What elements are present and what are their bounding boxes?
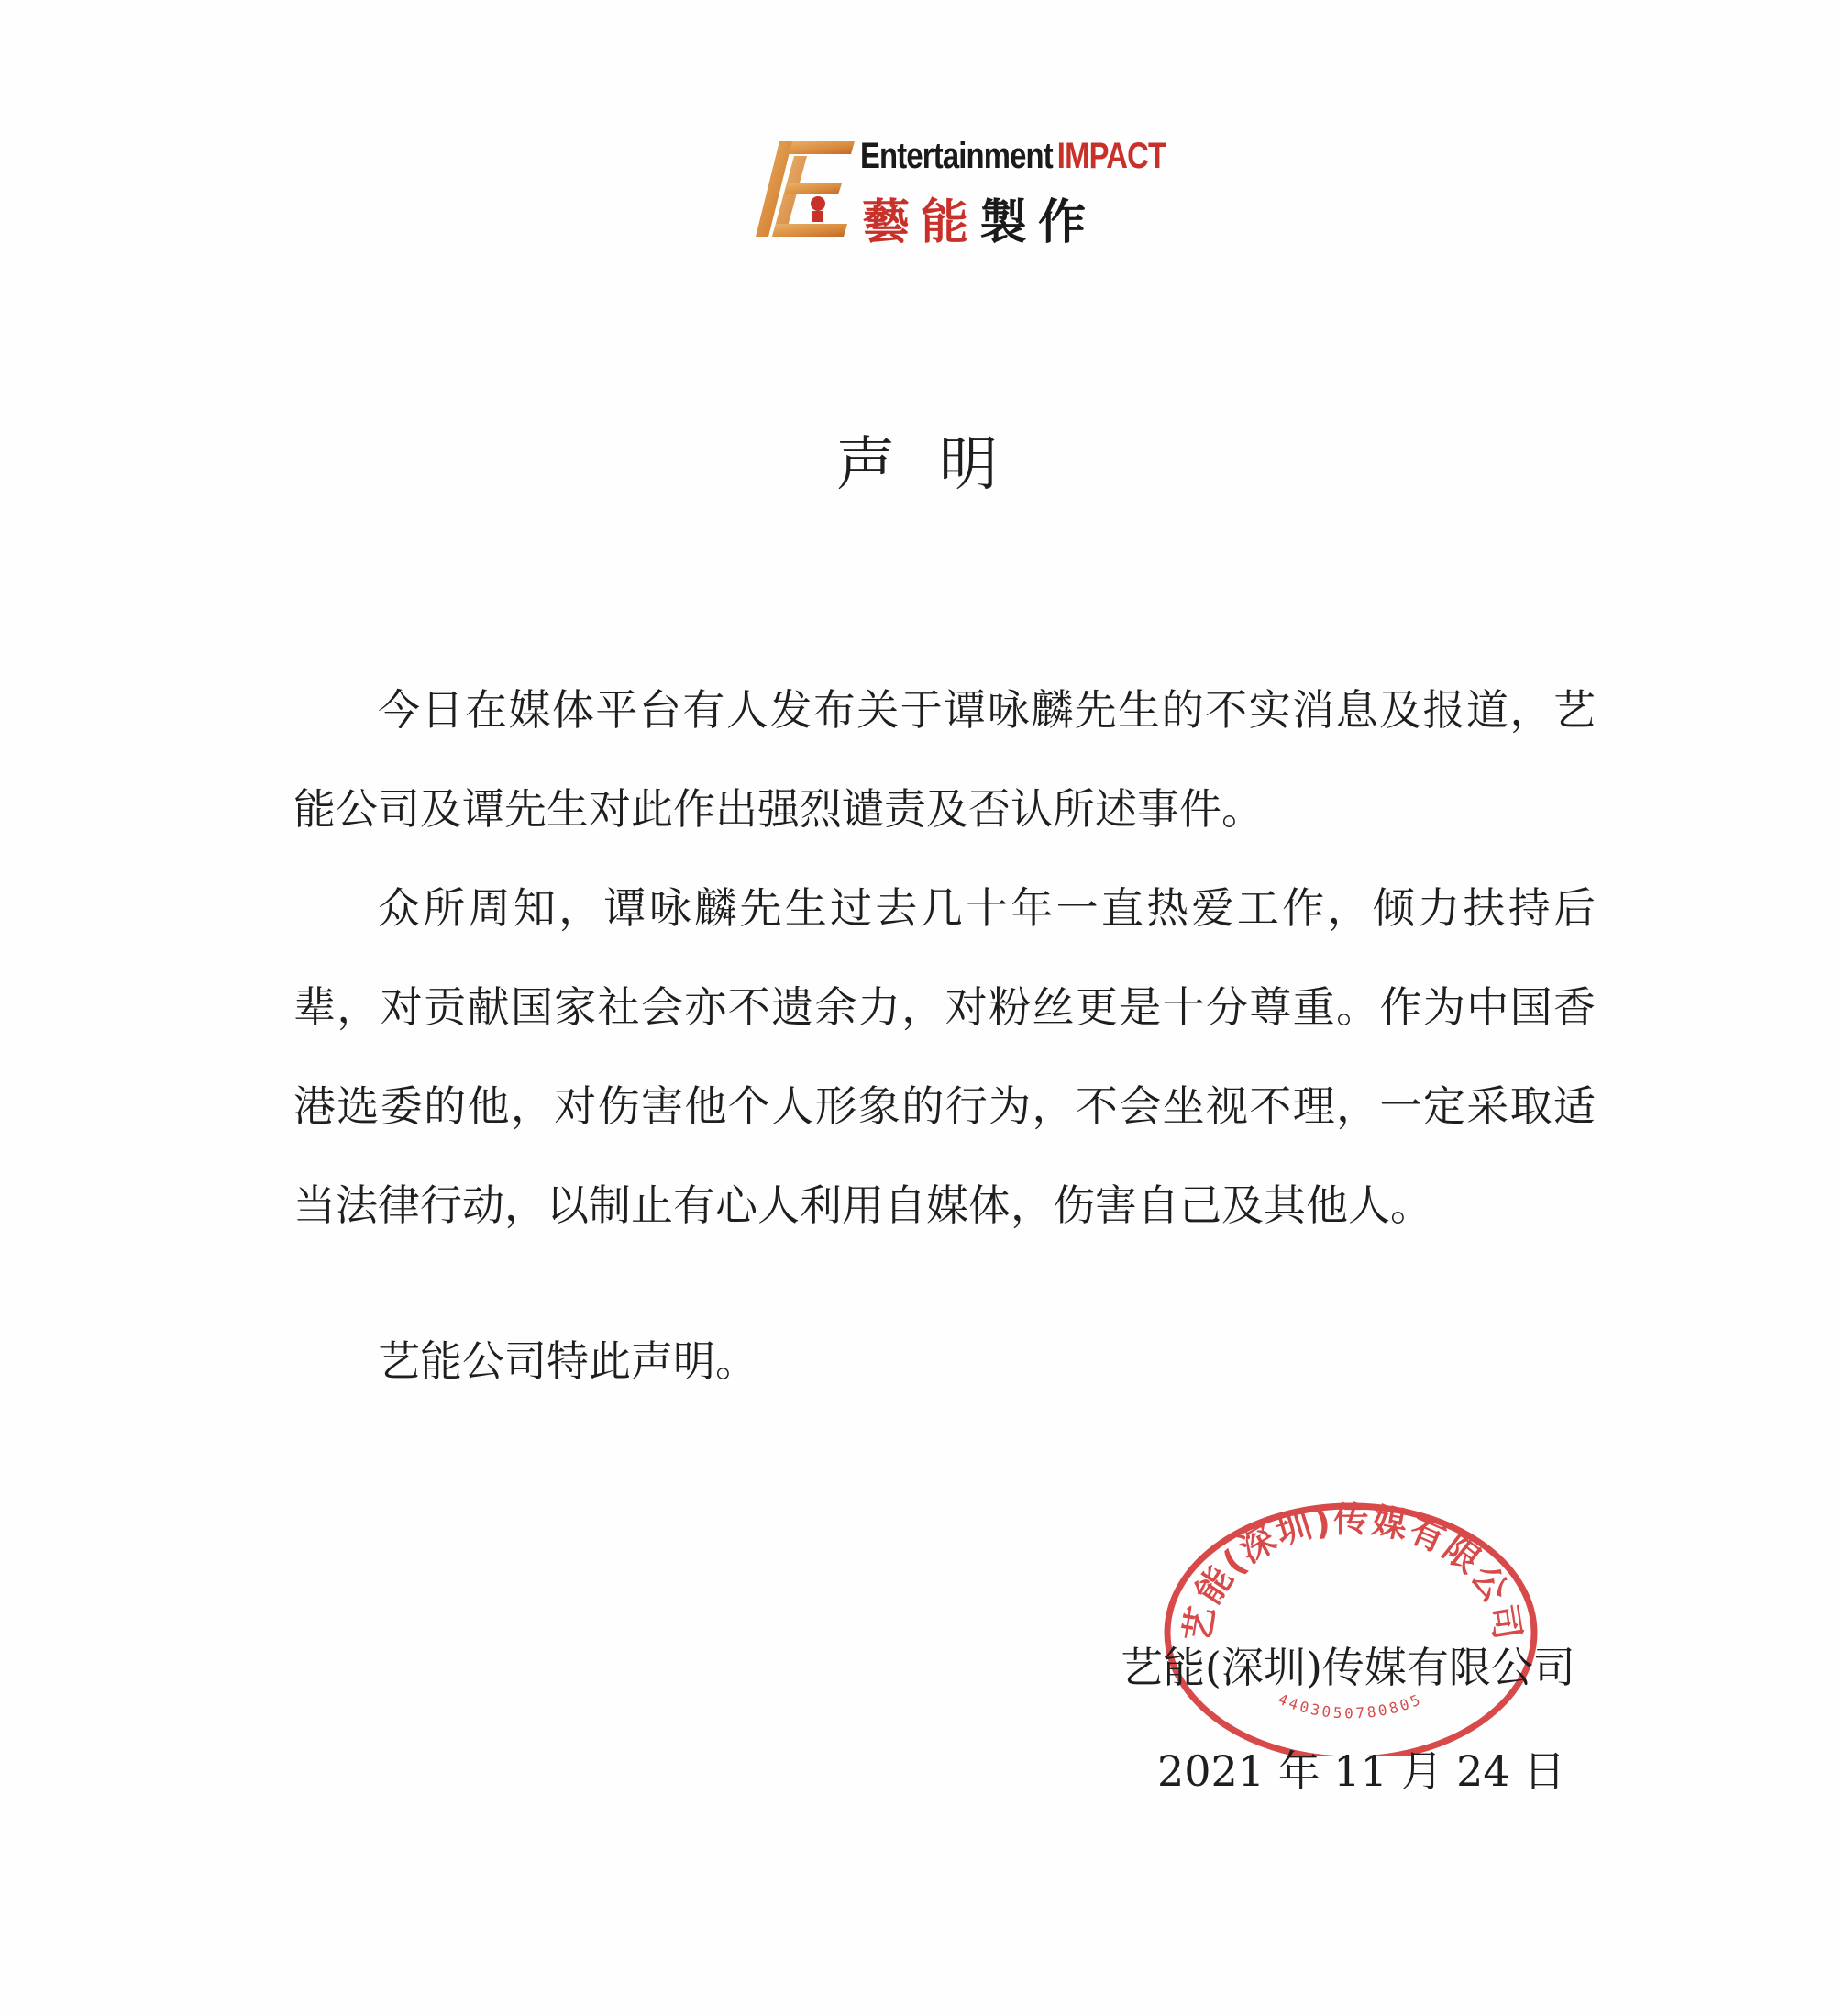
svg-text:艺能(深圳)传媒有限公司 [1177,1500,1528,1645]
brand-en-entertainment: Entertainment [860,136,1053,176]
brand-name-chinese [862,183,1097,252]
brand-name-english [860,136,1166,177]
brand-zh-part2: 製作 [979,195,1098,250]
stamp-company-text: 艺能(深圳)传媒有限公司 [1177,1499,1529,1645]
company-logo [752,128,1166,250]
stamp-number-text: 4403050780805 [1276,1689,1425,1722]
e-mark-logo-icon [752,138,871,243]
signature-date: 2021 年 11 月 24 日 [1157,1746,1566,1796]
body-paragraph: 众所周知，谭咏麟先生过去几十年一直热爱工作，倾力扶持后辈，对贡献国家社会亦不遗余力，对粉丝更是十分尊重。作为中国香港选委的他，对伤害他个人形象的行为，不会坐视不理，一定采取适当法律行动，以制止有心人利用自媒体，伤害自己及其他人。 [293,883,1596,1230]
brand-en-impact: IMPACT [1056,136,1166,176]
signature-company: 艺能(深圳)传媒有限公司 [1121,1643,1575,1692]
document-body [293,660,1596,1255]
brand-zh-part1: 藝能 [862,195,980,250]
company-seal-stamp [1142,1481,1554,1756]
closing-statement: 艺能公司特此声明。 [378,1336,757,1386]
body-paragraph: 今日在媒体平台有人发布关于谭咏麟先生的不实消息及报道，艺能公司及谭先生对此作出强烈谴责及否认所述事件。 [293,685,1596,834]
document-title: 声明 [836,431,1042,499]
